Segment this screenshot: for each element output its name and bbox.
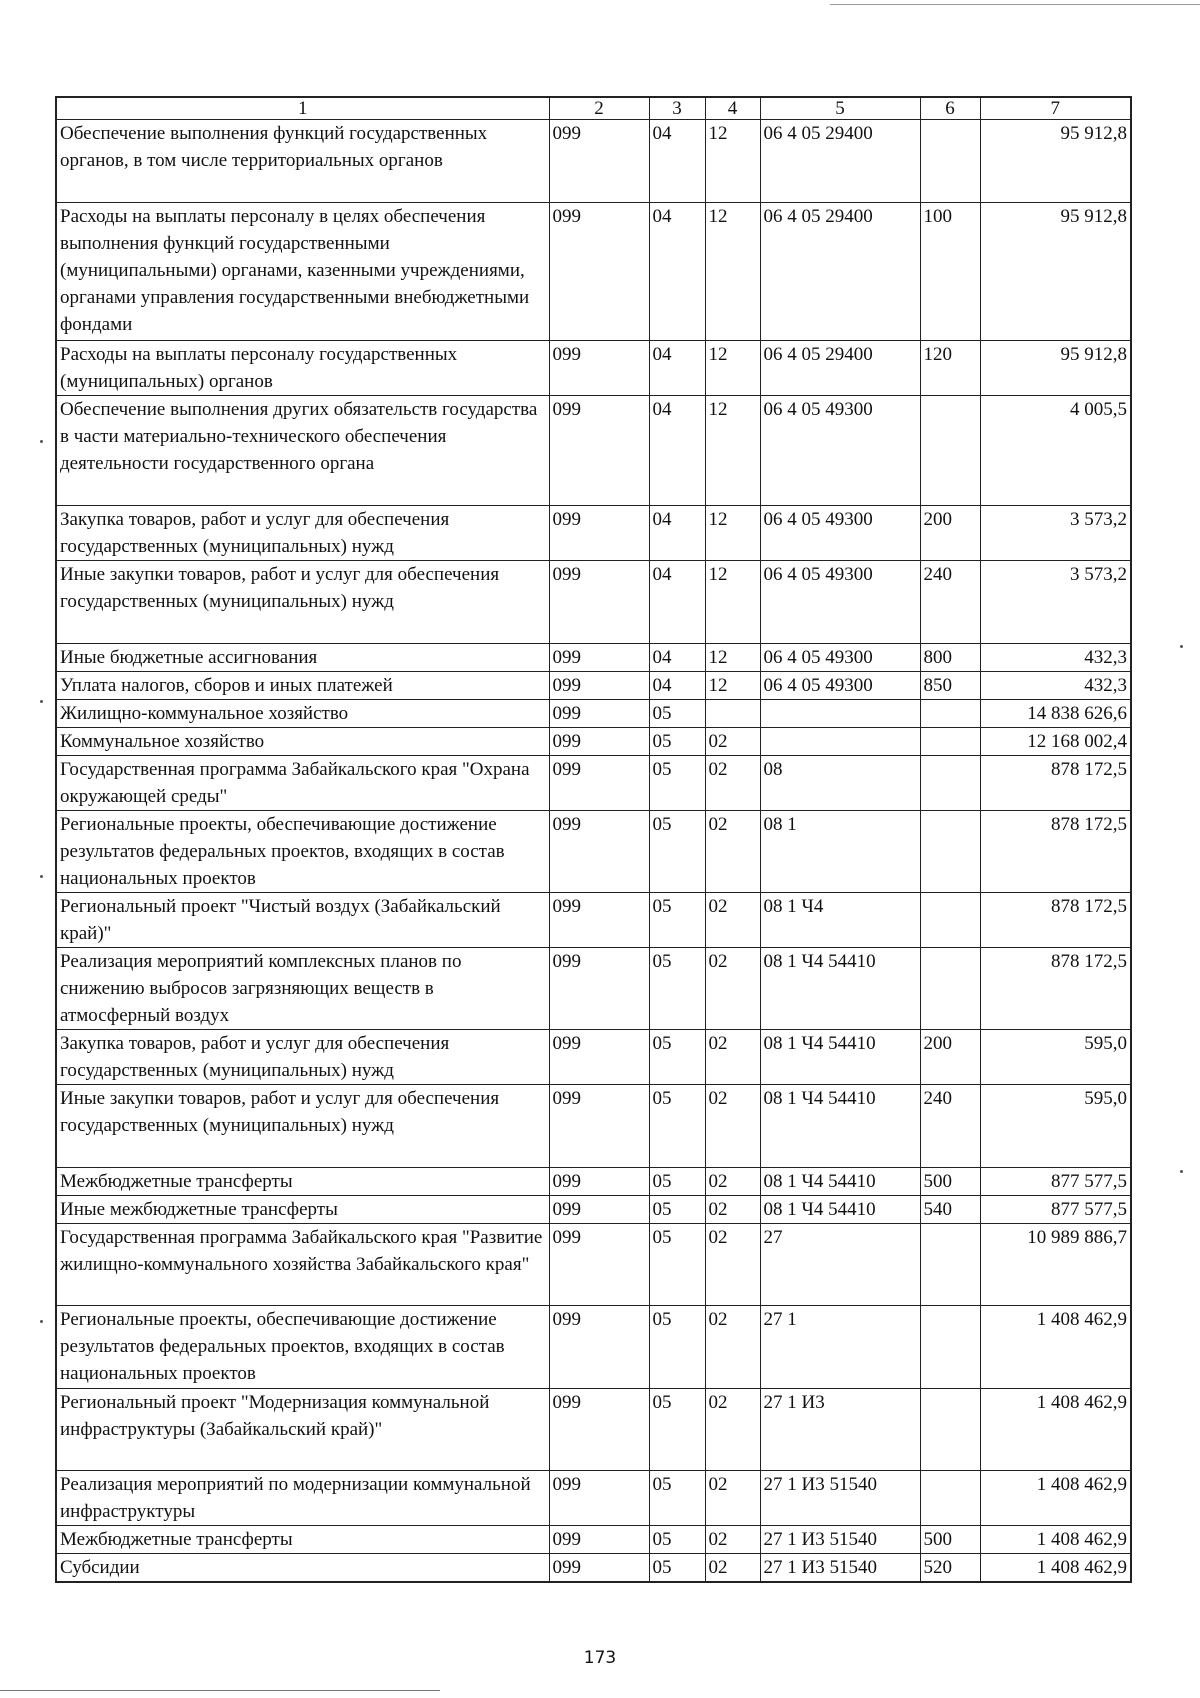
cell-section-code: 04 — [649, 506, 705, 561]
column-header-4: 4 — [705, 97, 760, 120]
cell-amount: 878 172,5 — [980, 756, 1131, 811]
cell-amount: 95 912,8 — [980, 341, 1131, 396]
cell-subsection-code: 02 — [705, 728, 760, 756]
cell-target-article: 06 4 05 29400 — [760, 120, 920, 203]
cell-section-code: 05 — [649, 1085, 705, 1168]
cell-section-code: 05 — [649, 1196, 705, 1224]
table-row — [56, 1306, 1131, 1389]
cell-section-code: 05 — [649, 948, 705, 1030]
cell-expense-type — [920, 1306, 980, 1389]
cell-subsection-code: 12 — [705, 561, 760, 644]
cell-description: Реализация мероприятий по модернизации коммунальной инфраструктуры — [56, 1471, 549, 1526]
cell-section-code: 05 — [649, 893, 705, 948]
margin-speck — [40, 1320, 43, 1323]
column-header-3: 3 — [649, 97, 705, 120]
cell-ministry-code: 099 — [549, 1030, 649, 1085]
cell-expense-type: 850 — [920, 672, 980, 700]
cell-ministry-code: 099 — [549, 1168, 649, 1196]
cell-ministry-code: 099 — [549, 1306, 649, 1389]
cell-ministry-code: 099 — [549, 948, 649, 1030]
scan-edge-line-top — [830, 4, 1200, 5]
cell-description: Региональный проект "Модернизация коммунальной инфраструктуры (Забайкальский край)" — [56, 1389, 549, 1471]
cell-target-article: 06 4 05 29400 — [760, 341, 920, 396]
cell-subsection-code: 02 — [705, 1168, 760, 1196]
cell-subsection-code: 02 — [705, 1526, 760, 1554]
cell-target-article: 08 1 Ч4 54410 — [760, 1030, 920, 1085]
cell-ministry-code: 099 — [549, 728, 649, 756]
cell-subsection-code: 02 — [705, 1030, 760, 1085]
cell-subsection-code: 12 — [705, 341, 760, 396]
cell-ministry-code: 099 — [549, 1085, 649, 1168]
table-row — [56, 1168, 1131, 1196]
table-row — [56, 1085, 1131, 1168]
cell-amount: 3 573,2 — [980, 506, 1131, 561]
table-row — [56, 341, 1131, 396]
cell-target-article: 06 4 05 49300 — [760, 506, 920, 561]
cell-ministry-code: 099 — [549, 893, 649, 948]
cell-target-article: 08 1 Ч4 54410 — [760, 1196, 920, 1224]
cell-subsection-code: 12 — [705, 506, 760, 561]
cell-target-article: 08 1 Ч4 54410 — [760, 948, 920, 1030]
cell-expense-type — [920, 396, 980, 506]
cell-expense-type: 500 — [920, 1526, 980, 1554]
cell-amount: 4 005,5 — [980, 396, 1131, 506]
cell-amount: 595,0 — [980, 1085, 1131, 1168]
table-row — [56, 948, 1131, 1030]
table-row — [56, 1526, 1131, 1554]
cell-expense-type — [920, 728, 980, 756]
cell-description: Государственная программа Забайкальского края "Охрана окружающей среды" — [56, 756, 549, 811]
cell-subsection-code: 02 — [705, 1224, 760, 1306]
cell-amount: 1 408 462,9 — [980, 1526, 1131, 1554]
table-row — [56, 1030, 1131, 1085]
cell-description: Закупка товаров, работ и услуг для обеспечения государственных (муниципальных) нужд — [56, 506, 549, 561]
cell-section-code: 05 — [649, 1168, 705, 1196]
cell-expense-type — [920, 700, 980, 728]
cell-description: Иные межбюджетные трансферты — [56, 1196, 549, 1224]
cell-subsection-code: 12 — [705, 203, 760, 341]
cell-amount: 14 838 626,6 — [980, 700, 1131, 728]
cell-section-code: 05 — [649, 1306, 705, 1389]
scan-edge-line-bottom — [0, 1690, 440, 1691]
cell-expense-type: 100 — [920, 203, 980, 341]
cell-subsection-code: 12 — [705, 644, 760, 672]
cell-ministry-code: 099 — [549, 1196, 649, 1224]
table-row — [56, 203, 1131, 341]
cell-section-code: 05 — [649, 700, 705, 728]
cell-section-code: 04 — [649, 672, 705, 700]
cell-description: Обеспечение выполнения функций государственных органов, в том числе территориальных органов — [56, 120, 549, 203]
cell-amount: 1 408 462,9 — [980, 1306, 1131, 1389]
cell-expense-type: 240 — [920, 561, 980, 644]
cell-amount: 595,0 — [980, 1030, 1131, 1085]
cell-description: Расходы на выплаты персоналу в целях обеспечения выполнения функций государственными (муниципальными) органами, казенными учреждениями, органами управления государственными внебюджетными фондами — [56, 203, 549, 341]
cell-section-code: 05 — [649, 1030, 705, 1085]
cell-expense-type: 500 — [920, 1168, 980, 1196]
cell-section-code: 04 — [649, 644, 705, 672]
cell-ministry-code: 099 — [549, 506, 649, 561]
cell-ministry-code: 099 — [549, 396, 649, 506]
cell-ministry-code: 099 — [549, 561, 649, 644]
cell-target-article: 27 1 И3 51540 — [760, 1471, 920, 1526]
cell-target-article: 06 4 05 29400 — [760, 203, 920, 341]
cell-amount: 1 408 462,9 — [980, 1554, 1131, 1583]
cell-target-article: 08 — [760, 756, 920, 811]
cell-target-article: 06 4 05 49300 — [760, 396, 920, 506]
cell-description: Расходы на выплаты персоналу государственных (муниципальных) органов — [56, 341, 549, 396]
cell-subsection-code: 02 — [705, 893, 760, 948]
margin-speck — [40, 700, 43, 703]
column-header-6: 6 — [920, 97, 980, 120]
cell-amount: 95 912,8 — [980, 120, 1131, 203]
table-row — [56, 728, 1131, 756]
cell-description: Реализация мероприятий комплексных планов по снижению выбросов загрязняющих веществ в атмосферный воздух — [56, 948, 549, 1030]
cell-amount: 878 172,5 — [980, 811, 1131, 893]
cell-subsection-code: 02 — [705, 1471, 760, 1526]
table-row — [56, 1389, 1131, 1471]
cell-ministry-code: 099 — [549, 120, 649, 203]
cell-description: Межбюджетные трансферты — [56, 1168, 549, 1196]
cell-ministry-code: 099 — [549, 700, 649, 728]
cell-target-article: 08 1 Ч4 54410 — [760, 1085, 920, 1168]
cell-target-article: 27 1 И3 51540 — [760, 1526, 920, 1554]
cell-ministry-code: 099 — [549, 1554, 649, 1583]
cell-expense-type — [920, 1471, 980, 1526]
cell-description: Региональные проекты, обеспечивающие достижение результатов федеральных проектов, входящих в состав национальных проектов — [56, 811, 549, 893]
cell-target-article: 06 4 05 49300 — [760, 672, 920, 700]
cell-ministry-code: 099 — [549, 644, 649, 672]
cell-description: Закупка товаров, работ и услуг для обеспечения государственных (муниципальных) нужд — [56, 1030, 549, 1085]
cell-section-code: 04 — [649, 203, 705, 341]
cell-amount: 878 172,5 — [980, 948, 1131, 1030]
table-row — [56, 561, 1131, 644]
table-row — [56, 120, 1131, 203]
cell-expense-type — [920, 1224, 980, 1306]
table-row — [56, 506, 1131, 561]
cell-amount: 10 989 886,7 — [980, 1224, 1131, 1306]
cell-section-code: 05 — [649, 1389, 705, 1471]
cell-expense-type: 200 — [920, 1030, 980, 1085]
cell-target-article: 27 1 И3 51540 — [760, 1554, 920, 1583]
cell-ministry-code: 099 — [549, 1471, 649, 1526]
header-row — [56, 97, 1131, 120]
cell-subsection-code: 12 — [705, 120, 760, 203]
table-row — [56, 700, 1131, 728]
cell-description: Иные закупки товаров, работ и услуг для обеспечения государственных (муниципальных) нужд — [56, 1085, 549, 1168]
cell-section-code: 05 — [649, 811, 705, 893]
cell-description: Государственная программа Забайкальского края "Развитие жилищно-коммунального хозяйства Забайкальского края" — [56, 1224, 549, 1306]
cell-ministry-code: 099 — [549, 1389, 649, 1471]
cell-section-code: 05 — [649, 1526, 705, 1554]
cell-description: Региональные проекты, обеспечивающие достижение результатов федеральных проектов, входящих в состав национальных проектов — [56, 1306, 549, 1389]
column-header-1: 1 — [56, 97, 549, 120]
cell-subsection-code: 02 — [705, 1306, 760, 1389]
cell-amount: 95 912,8 — [980, 203, 1131, 341]
cell-subsection-code: 02 — [705, 948, 760, 1030]
cell-section-code: 05 — [649, 1554, 705, 1583]
cell-expense-type: 800 — [920, 644, 980, 672]
margin-speck — [1180, 645, 1183, 648]
cell-subsection-code — [705, 700, 760, 728]
cell-subsection-code: 02 — [705, 1085, 760, 1168]
cell-expense-type: 200 — [920, 506, 980, 561]
cell-description: Обеспечение выполнения других обязательств государства в части материально-технического обеспечения деятельности государственного органа — [56, 396, 549, 506]
cell-target-article: 08 1 Ч4 54410 — [760, 1168, 920, 1196]
cell-expense-type — [920, 120, 980, 203]
cell-section-code: 04 — [649, 120, 705, 203]
cell-target-article: 08 1 Ч4 — [760, 893, 920, 948]
cell-description: Коммунальное хозяйство — [56, 728, 549, 756]
budget-table — [55, 96, 1132, 1583]
cell-section-code: 04 — [649, 396, 705, 506]
cell-target-article: 27 — [760, 1224, 920, 1306]
cell-amount: 1 408 462,9 — [980, 1471, 1131, 1526]
cell-ministry-code: 099 — [549, 756, 649, 811]
cell-amount: 877 577,5 — [980, 1196, 1131, 1224]
cell-target-article: 27 1 И3 — [760, 1389, 920, 1471]
cell-expense-type — [920, 1389, 980, 1471]
cell-amount: 3 573,2 — [980, 561, 1131, 644]
cell-target-article: 27 1 — [760, 1306, 920, 1389]
cell-expense-type: 540 — [920, 1196, 980, 1224]
table-row — [56, 811, 1131, 893]
cell-amount: 12 168 002,4 — [980, 728, 1131, 756]
column-header-2: 2 — [549, 97, 649, 120]
cell-amount: 432,3 — [980, 644, 1131, 672]
cell-subsection-code: 02 — [705, 811, 760, 893]
cell-amount: 878 172,5 — [980, 893, 1131, 948]
cell-ministry-code: 099 — [549, 811, 649, 893]
cell-description: Межбюджетные трансферты — [56, 1526, 549, 1554]
table-row — [56, 644, 1131, 672]
cell-target-article — [760, 728, 920, 756]
cell-description: Уплата налогов, сборов и иных платежей — [56, 672, 549, 700]
cell-target-article: 06 4 05 49300 — [760, 644, 920, 672]
page-number: 173 — [583, 1648, 617, 1668]
cell-subsection-code: 12 — [705, 396, 760, 506]
cell-expense-type — [920, 948, 980, 1030]
cell-expense-type: 120 — [920, 341, 980, 396]
margin-speck — [1180, 1170, 1183, 1173]
cell-description: Иные бюджетные ассигнования — [56, 644, 549, 672]
table-row — [56, 1224, 1131, 1306]
cell-subsection-code: 02 — [705, 756, 760, 811]
table-row — [56, 1554, 1131, 1583]
cell-ministry-code: 099 — [549, 672, 649, 700]
cell-section-code: 04 — [649, 561, 705, 644]
cell-expense-type: 520 — [920, 1554, 980, 1583]
cell-expense-type: 240 — [920, 1085, 980, 1168]
margin-speck — [40, 875, 43, 878]
cell-ministry-code: 099 — [549, 203, 649, 341]
cell-expense-type — [920, 811, 980, 893]
cell-ministry-code: 099 — [549, 341, 649, 396]
cell-description: Жилищно-коммунальное хозяйство — [56, 700, 549, 728]
cell-target-article — [760, 700, 920, 728]
margin-speck — [40, 440, 43, 443]
table-row — [56, 396, 1131, 506]
table-row — [56, 1471, 1131, 1526]
cell-amount: 1 408 462,9 — [980, 1389, 1131, 1471]
cell-target-article: 08 1 — [760, 811, 920, 893]
cell-amount: 432,3 — [980, 672, 1131, 700]
table-row — [56, 672, 1131, 700]
cell-subsection-code: 02 — [705, 1196, 760, 1224]
cell-subsection-code: 02 — [705, 1554, 760, 1583]
cell-ministry-code: 099 — [549, 1526, 649, 1554]
cell-section-code: 05 — [649, 728, 705, 756]
cell-expense-type — [920, 756, 980, 811]
cell-description: Региональный проект "Чистый воздух (Забайкальский край)" — [56, 893, 549, 948]
cell-section-code: 05 — [649, 1471, 705, 1526]
cell-description: Иные закупки товаров, работ и услуг для обеспечения государственных (муниципальных) нужд — [56, 561, 549, 644]
cell-target-article: 06 4 05 49300 — [760, 561, 920, 644]
cell-amount: 877 577,5 — [980, 1168, 1131, 1196]
column-header-5: 5 — [760, 97, 920, 120]
cell-section-code: 05 — [649, 756, 705, 811]
cell-ministry-code: 099 — [549, 1224, 649, 1306]
cell-expense-type — [920, 893, 980, 948]
cell-subsection-code: 02 — [705, 1389, 760, 1471]
table-row — [56, 1196, 1131, 1224]
cell-section-code: 04 — [649, 341, 705, 396]
cell-section-code: 05 — [649, 1224, 705, 1306]
column-header-7: 7 — [980, 97, 1131, 120]
table-row — [56, 893, 1131, 948]
cell-subsection-code: 12 — [705, 672, 760, 700]
table-row — [56, 756, 1131, 811]
cell-description: Субсидии — [56, 1554, 549, 1583]
